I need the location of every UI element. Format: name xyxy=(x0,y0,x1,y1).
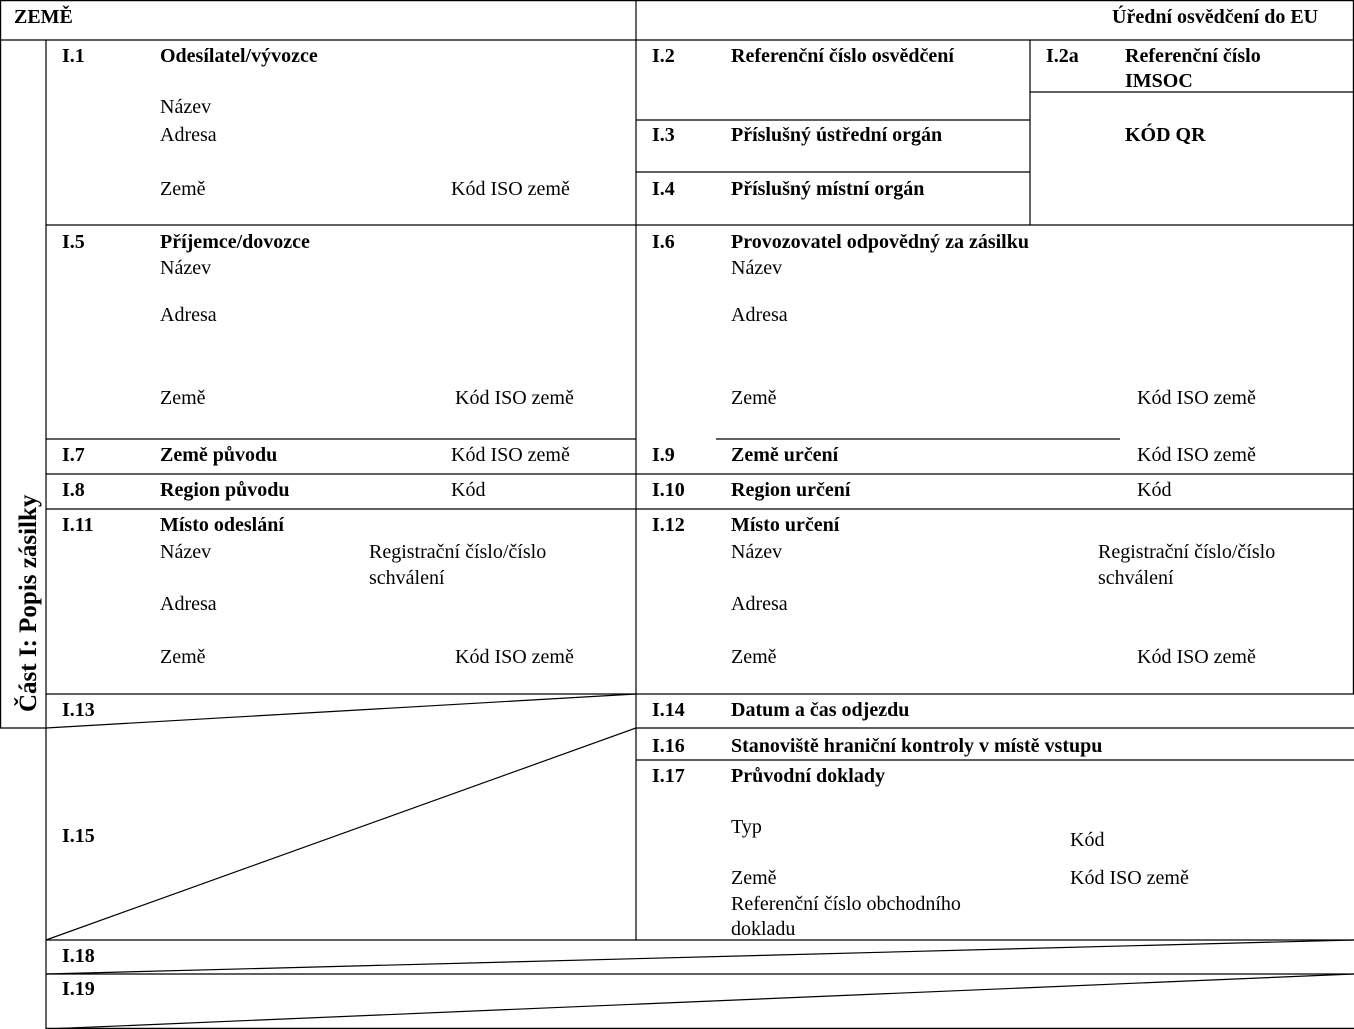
box-i3-number: I.3 xyxy=(652,124,675,146)
box-i8-number: I.8 xyxy=(62,479,85,501)
box-i2-title: Referenční číslo osvědčení xyxy=(731,45,954,67)
header-country: ZEMĚ xyxy=(14,6,73,28)
qr-code-label: KÓD QR xyxy=(1125,124,1206,146)
box-i12-title: Místo určení xyxy=(731,514,840,536)
box-i10-number: I.10 xyxy=(652,479,685,501)
box-i9-title: Země určení xyxy=(731,444,839,466)
box-i5-iso-label: Kód ISO země xyxy=(455,387,574,409)
box-i1-number: I.1 xyxy=(62,45,85,67)
box-i1-iso-label: Kód ISO země xyxy=(451,178,570,200)
box-i5-address-label: Adresa xyxy=(160,304,217,326)
box-i17-title: Průvodní doklady xyxy=(731,765,885,787)
box-i17-country-label: Země xyxy=(731,867,777,889)
box-i12-reg-label-cont: schválení xyxy=(1098,567,1174,589)
box-i6-iso-label: Kód ISO země xyxy=(1137,387,1256,409)
box-i16-number: I.16 xyxy=(652,735,685,757)
box-i7-iso-label: Kód ISO země xyxy=(451,444,570,466)
box-i17-iso-label: Kód ISO země xyxy=(1070,867,1189,889)
box-i6-title: Provozovatel odpovědný za zásilku xyxy=(731,231,1029,253)
box-i12-country-label: Země xyxy=(731,646,777,668)
box-i1-address-label: Adresa xyxy=(160,124,217,146)
box-i5-name-label: Název xyxy=(160,257,212,279)
box-i1-title: Odesílatel/vývozce xyxy=(160,45,318,67)
box-i2a-number: I.2a xyxy=(1046,45,1079,67)
box-i6-address-label: Adresa xyxy=(731,304,788,326)
box-i14-title: Datum a čas odjezdu xyxy=(731,699,910,721)
box-i3-title: Příslušný ústřední orgán xyxy=(731,124,943,146)
box-i11-name-label: Název xyxy=(160,541,212,563)
box-i2a-title-cont: IMSOC xyxy=(1125,70,1193,92)
box-i17-trade-doc-label: Referenční číslo obchodního xyxy=(731,893,961,915)
box-i17-trade-doc-label-cont: dokladu xyxy=(731,918,796,940)
box-i5-number: I.5 xyxy=(62,231,85,253)
box-i11-title: Místo odeslání xyxy=(160,514,284,536)
box-i12-address-label: Adresa xyxy=(731,593,788,615)
header-certificate-title: Úřední osvědčení do EU xyxy=(1112,6,1319,28)
box-i11-number: I.11 xyxy=(62,514,94,536)
box-i7-number: I.7 xyxy=(62,444,85,466)
box-i9-number: I.9 xyxy=(652,444,675,466)
box-i11-country-label: Země xyxy=(160,646,206,668)
box-i17-code-label: Kód xyxy=(1070,829,1105,851)
box-i12-name-label: Název xyxy=(731,541,783,563)
box-i1-country-label: Země xyxy=(160,178,206,200)
box-i2a-title: Referenční číslo xyxy=(1125,45,1261,67)
box-i4-number: I.4 xyxy=(652,178,675,200)
box-i2-number: I.2 xyxy=(652,45,675,67)
part-label: Část I: Popis zásilky xyxy=(15,494,42,712)
box-i11-address-label: Adresa xyxy=(160,593,217,615)
box-i5-country-label: Země xyxy=(160,387,206,409)
box-i9-iso-label: Kód ISO země xyxy=(1137,444,1256,466)
box-i12-number: I.12 xyxy=(652,514,685,536)
box-i11-reg-label-cont: schválení xyxy=(369,567,445,589)
box-i6-number: I.6 xyxy=(652,231,675,253)
box-i8-code-label: Kód xyxy=(451,479,486,501)
box-i16-title: Stanoviště hraniční kontroly v místě vstupu xyxy=(731,735,1103,757)
box-i13-number: I.13 xyxy=(62,699,95,721)
box-i5-title: Příjemce/dovozce xyxy=(160,231,310,253)
box-i10-title: Region určení xyxy=(731,479,851,501)
box-i14-number: I.14 xyxy=(652,699,685,721)
box-i8-title: Region původu xyxy=(160,479,290,501)
box-i6-name-label: Název xyxy=(731,257,783,279)
box-i17-number: I.17 xyxy=(652,765,685,787)
box-i19-number: I.19 xyxy=(62,978,95,1000)
box-i1-name-label: Název xyxy=(160,96,212,118)
box-i7-title: Země původu xyxy=(160,444,278,466)
box-i11-reg-label: Registrační číslo/číslo xyxy=(369,541,547,563)
box-i15-number: I.15 xyxy=(62,825,95,847)
box-i10-code-label: Kód xyxy=(1137,479,1172,501)
box-i17-type-label: Typ xyxy=(731,816,762,838)
box-i6-country-label: Země xyxy=(731,387,777,409)
box-i18-number: I.18 xyxy=(62,945,95,967)
box-i12-iso-label: Kód ISO země xyxy=(1137,646,1256,668)
box-i12-reg-label: Registrační číslo/číslo xyxy=(1098,541,1276,563)
box-i4-title: Příslušný místní orgán xyxy=(731,178,925,200)
box-i11-iso-label: Kód ISO země xyxy=(455,646,574,668)
